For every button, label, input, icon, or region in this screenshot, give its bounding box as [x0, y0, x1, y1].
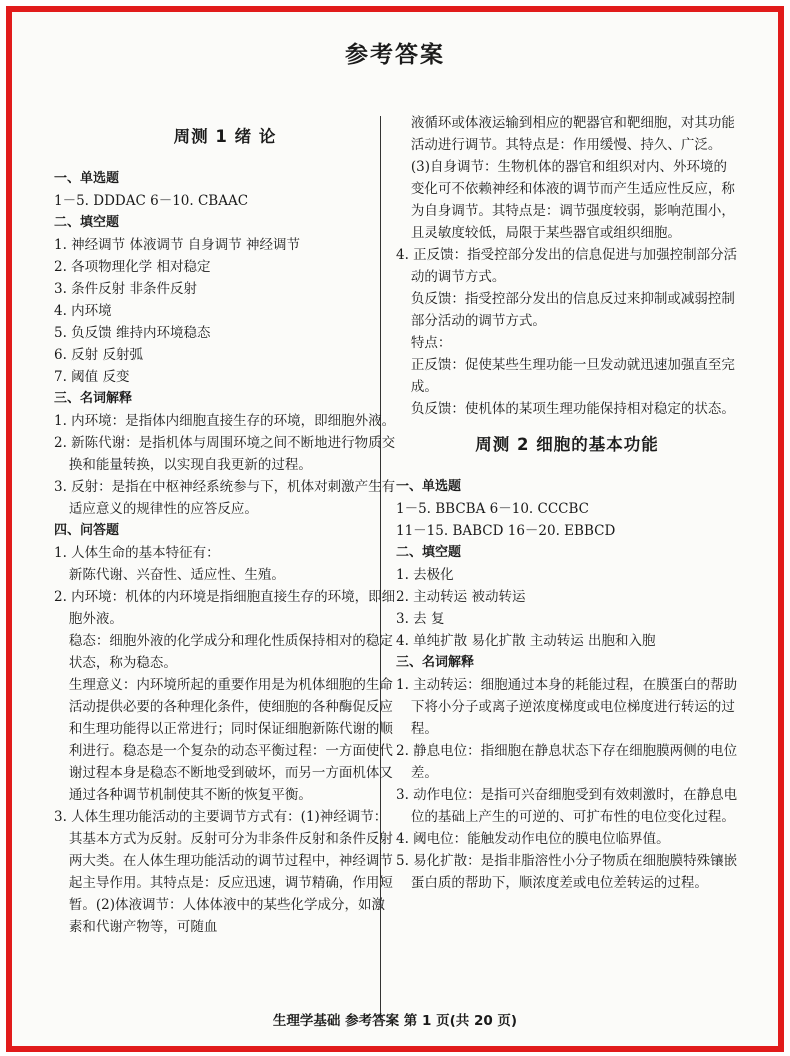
list-item: 3. 反射：是指在中枢神经系统参与下，机体对刺激产生有适应意义的规律性的应答反应。	[54, 479, 396, 517]
section-title-week2: 周测 2 细胞的基本功能	[475, 435, 659, 454]
answers-single-choice: 1－5. BBCBA 6－10. CCCBC	[396, 501, 589, 517]
answers-single-choice: 11－15. BABCD 16－20. EBBCD	[396, 523, 616, 539]
list-item: 6. 反射 反射弧	[54, 347, 143, 363]
list-item: 2. 主动转运 被动转运	[396, 589, 526, 605]
section-title-week1: 周测 1 绪 论	[173, 127, 277, 146]
list-item: 2. 静息电位：指细胞在静息状态下存在细胞膜两侧的电位差。	[396, 743, 738, 781]
list-item: 3. 动作电位：是指可兴奋细胞受到有效刺激时，在静息电位的基础上产生的可逆的、可扩布性的电位变化过程。	[396, 787, 738, 825]
list-item: 3. 人体生理功能活动的主要调节方式有：(1)神经调节：其基本方式为反射。反射可分为非条件反射和条件反射两大类。在人体生理功能活动的调节过程中，神经调节起主导作用。其特点是：反应迅速，调节精确，作用短暂。(2)体液调节：人体体液中的某些化学成分，如激素和代谢产物等，可随血	[54, 809, 393, 935]
list-item: 7. 阈值 反变	[54, 369, 130, 385]
answer-text: 生理意义：内环境所起的重要作用是为机体细胞的生命活动提供必要的各种理化条件，使细胞的各种酶促反应和生理功能得以正常进行；同时保证细胞新陈代谢的顺利进行。稳态是一个复杂的动态平衡过程：一方面使代谢过程本身是稳态不断地受到破坏，而另一方面机体又通过各种调节机制使其不断的恢复平衡。	[68, 677, 393, 803]
right-column	[396, 112, 738, 894]
list-item: 4. 正反馈：指受控部分发出的信息促进与加强控制部分活动的调节方式。	[396, 247, 738, 285]
list-item: 1. 去极化	[396, 567, 454, 583]
heading-fill-blank: 二、填空题	[396, 545, 462, 560]
list-item: 3. 条件反射 非条件反射	[54, 281, 197, 297]
answer-text: 液循环或体液运输到相应的靶器官和靶细胞，对其功能活动进行调节。其特点是：作用缓慢、持久、广泛。(3)自身调节：生物机体的器官和组织对内、外环境的变化可不依赖神经和体液的调节而产生适应性反应，称为自身调节。其特点是：调节强度较弱，影响范围小，且灵敏度较低，局限于某些器官或组织细胞。	[410, 115, 735, 241]
heading-terms: 三、名词解释	[396, 655, 475, 670]
answer-text: 负反馈：使机体的某项生理功能保持相对稳定的状态。	[410, 401, 735, 417]
answer-text: 特点：	[410, 335, 452, 351]
list-item: 4. 内环境	[54, 303, 112, 319]
heading-single-choice: 一、单选题	[54, 171, 120, 186]
list-item: 2. 各项物理化学 相对稳定	[54, 259, 211, 275]
answers-single-choice: 1－5. DDDAC 6－10. CBAAC	[54, 193, 249, 209]
answer-text: 正反馈：促使某些生理功能一旦发动就迅速加强直至完成。	[410, 357, 735, 395]
list-item: 1. 神经调节 体液调节 自身调节 神经调节	[54, 237, 301, 253]
answer-text: 负反馈：指受控部分发出的信息反过来抑制或减弱控制部分活动的调节方式。	[410, 291, 735, 329]
list-item: 2. 新陈代谢：是指机体与周围环境之间不断地进行物质交换和能量转换，以实现自我更新的过程。	[54, 435, 396, 473]
answer-text: 稳态：细胞外液的化学成分和理化性质保持相对的稳定状态，称为稳态。	[68, 633, 393, 671]
list-item: 5. 易化扩散：是指非脂溶性小分子物质在细胞膜特殊镶嵌蛋白质的帮助下，顺浓度差或电位差转运的过程。	[396, 853, 738, 891]
list-item: 4. 阈电位：能触发动作电位的膜电位临界值。	[396, 831, 670, 847]
page-title: 参考答案	[345, 42, 445, 68]
answer-text: 新陈代谢、兴奋性、适应性、生殖。	[68, 567, 285, 583]
list-item: 3. 去 复	[396, 611, 445, 627]
list-item: 2. 内环境：机体的内环境是指细胞直接生存的环境，即细胞外液。	[54, 589, 396, 627]
left-column	[54, 120, 396, 938]
list-item: 5. 负反馈 维持内环境稳态	[54, 325, 211, 341]
list-item: 1. 内环境：是指体内细胞直接生存的环境，即细胞外液。	[54, 413, 396, 429]
list-item: 1. 主动转运：细胞通过本身的耗能过程，在膜蛋白的帮助下将小分子或离子逆浓度梯度或电位梯度进行转运的过程。	[396, 677, 738, 737]
page-footer: 生理学基础 参考答案 第 1 页(共 20 页)	[272, 1013, 518, 1029]
heading-qa: 四、问答题	[54, 523, 120, 538]
heading-terms: 三、名词解释	[54, 391, 133, 406]
heading-single-choice: 一、单选题	[396, 479, 462, 494]
list-item: 1. 人体生命的基本特征有：	[54, 545, 220, 561]
list-item: 4. 单纯扩散 易化扩散 主动转运 出胞和入胞	[396, 633, 656, 649]
heading-fill-blank: 二、填空题	[54, 215, 120, 230]
